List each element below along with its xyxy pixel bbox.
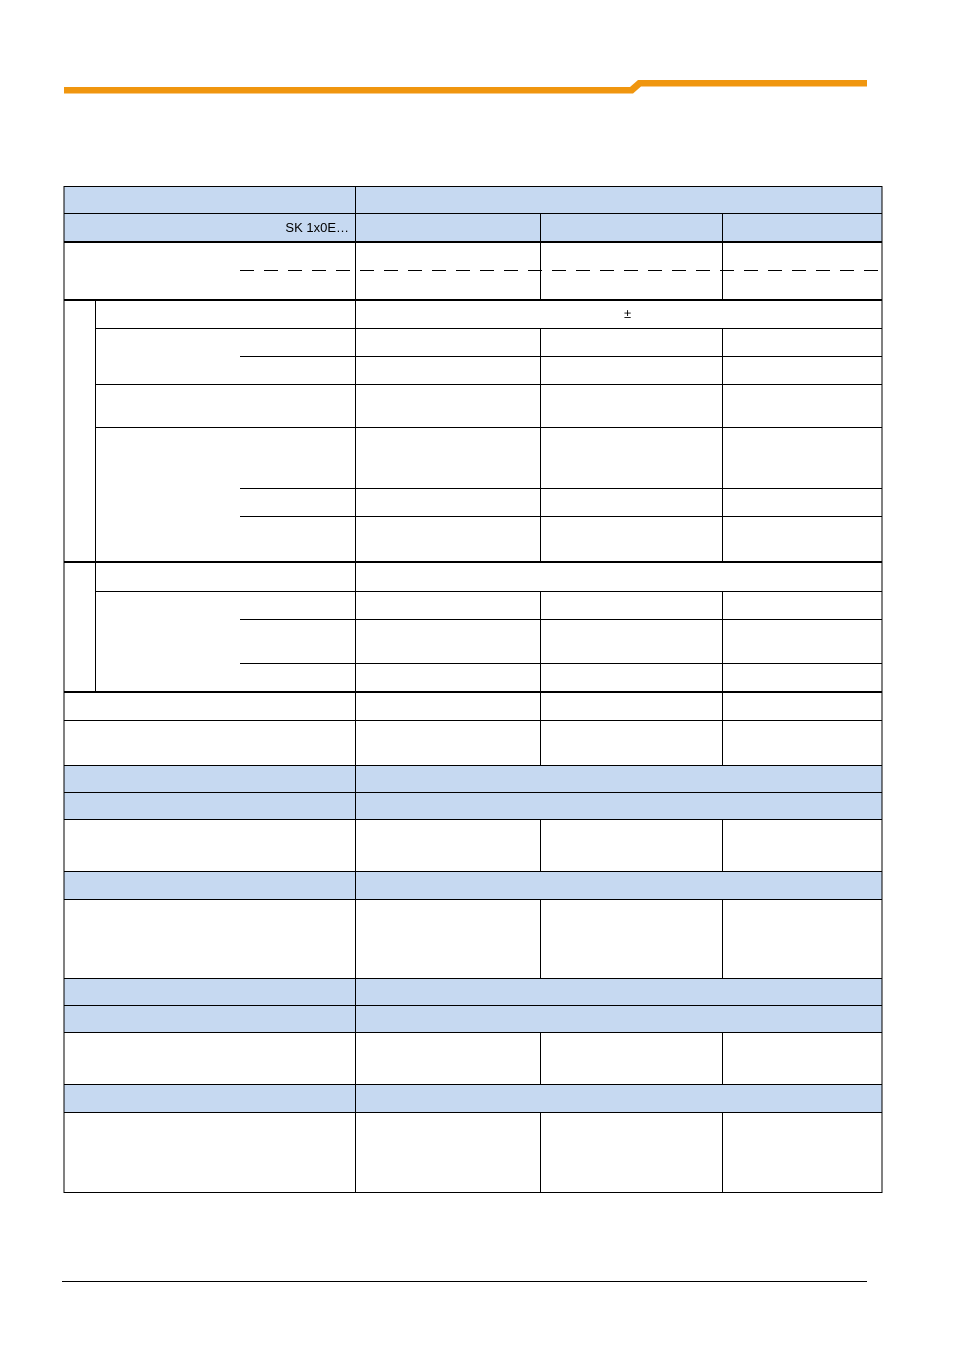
- footer-rule: [62, 1281, 867, 1282]
- plus-minus-symbol: ±: [624, 306, 632, 321]
- type-designation-label: SK 1x0E…: [285, 220, 349, 235]
